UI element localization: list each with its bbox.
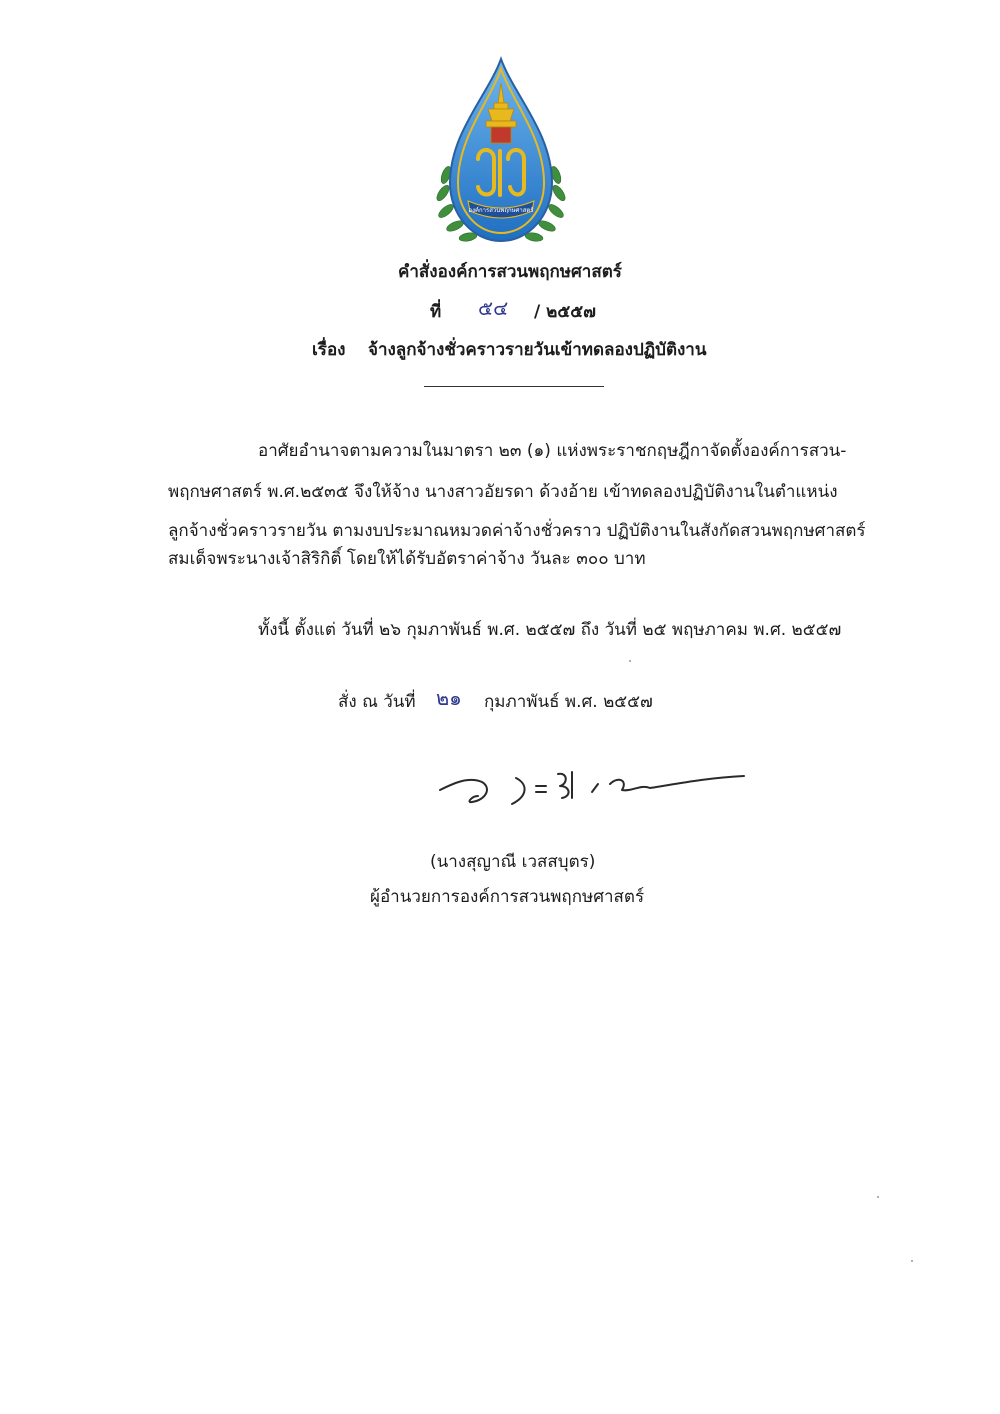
ordered-date-day-handwritten: ๒๑ <box>436 686 462 710</box>
paragraph-2: ทั้งนี้ ตั้งแต่ วันที่ ๒๖ กุมภาพันธ์ พ.ศ. ๒๕๕๗ ถึง วันที่ ๒๕ พฤษภาคม พ.ศ. ๒๕๕๗ <box>258 620 842 640</box>
order-number-label: ที่ <box>430 302 442 322</box>
subject-text: จ้างลูกจ้างชั่วคราวรายวันเข้าทดลองปฏิบัติงาน <box>368 340 707 360</box>
order-number-year: / ๒๕๕๗ <box>534 302 596 322</box>
document-title: คำสั่งองค์การสวนพฤกษศาสตร์ <box>398 262 622 282</box>
logo-emblem-text: องค์การสวนพฤกษศาสตร์ <box>468 207 534 214</box>
header-divider <box>424 386 604 387</box>
signatory-position: ผู้อำนวยการองค์การสวนพฤกษศาสตร์ <box>370 887 645 907</box>
scan-speck <box>877 1196 879 1198</box>
paragraph-1-line-3: ลูกจ้างชั่วคราวรายวัน ตามงบประมาณหมวดค่าจ้างชั่วคราว ปฏิบัติงานในสังกัดสวนพฤกษศาสตร์ <box>168 521 866 541</box>
ordered-date-suffix: กุมภาพันธ์ พ.ศ. ๒๕๕๗ <box>484 692 653 712</box>
subject-label: เรื่อง <box>312 340 346 360</box>
ordered-date-prefix: สั่ง ณ วันที่ <box>338 692 416 712</box>
scan-speck <box>911 1260 913 1262</box>
signatory-name: (นางสุญาณี เวสสบุตร) <box>430 852 596 872</box>
organization-logo <box>428 55 574 251</box>
paragraph-1-line-2: พฤกษศาสตร์ พ.ศ.๒๕๓๕ จึงให้จ้าง นางสาวอัยรดา ด้วงอ้าย เข้าทดลองปฏิบัติงานในตำแหน่ง <box>168 482 838 502</box>
paragraph-1-line-1: อาศัยอำนาจตามความในมาตรา ๒๓ (๑) แห่งพระราชกฤษฎีกาจัดตั้งองค์การสวน- <box>258 441 847 461</box>
handwritten-signature <box>432 762 752 812</box>
paragraph-1-line-4: สมเด็จพระนางเจ้าสิริกิติ์ โดยให้ได้รับอัตราค่าจ้าง วันละ ๓๐๐ บาท <box>168 549 646 569</box>
scan-speck <box>629 660 631 662</box>
order-number-handwritten: ๕๔ <box>478 296 509 320</box>
